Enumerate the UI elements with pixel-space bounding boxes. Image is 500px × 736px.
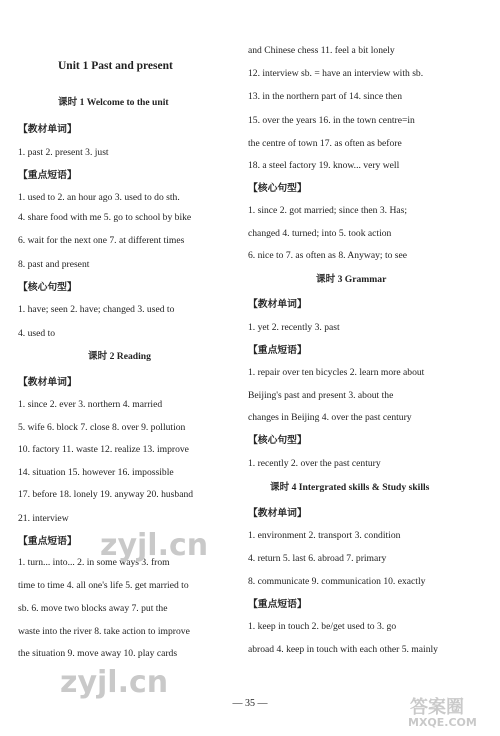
section-heading: 【核心句型】 <box>248 435 307 446</box>
lesson-heading: 课时 2 Reading <box>88 351 151 362</box>
answer-line: 1. have; seen 2. have; changed 3. used to <box>18 304 175 315</box>
answer-line: changed 4. turned; into 5. took action <box>248 228 392 239</box>
lesson-heading: 课时 3 Grammar <box>316 274 387 285</box>
section-heading: 【教材单词】 <box>18 377 77 388</box>
answer-line: waste into the river 8. take action to improve <box>18 626 190 637</box>
section-heading: 【重点短语】 <box>18 170 77 181</box>
lesson-heading: 课时 4 Intergrated skills & Study skills <box>270 482 430 493</box>
answer-line: 17. before 18. lonely 19. anyway 20. husband <box>18 489 194 500</box>
answer-line: 13. in the northern part of 14. since then <box>248 91 402 102</box>
answer-line: 1. past 2. present 3. just <box>18 147 109 158</box>
answer-line: the situation 9. move away 10. play cards <box>18 648 178 659</box>
answer-line: 1. used to 2. an hour ago 3. used to do sth. <box>18 192 180 203</box>
answer-line: 14. situation 15. however 16. impossible <box>18 467 174 478</box>
answer-line: 4. share food with me 5. go to school by bike <box>18 212 192 223</box>
answer-line: 12. interview sb. = have an interview with sb. <box>248 68 424 79</box>
answer-line: 1. keep in touch 2. be/get used to 3. go <box>248 621 397 632</box>
answer-line: time to time 4. all one's life 5. get married to <box>18 580 189 591</box>
watermark: zyjl.cn <box>60 665 169 700</box>
answer-line: 1. repair over ten bicycles 2. learn more about <box>248 367 425 378</box>
section-heading: 【教材单词】 <box>248 508 307 519</box>
answer-line: 1. since 2. got married; since then 3. Has; <box>248 205 408 216</box>
answer-line: 21. interview <box>18 513 69 524</box>
answer-line: 6. wait for the next one 7. at different times <box>18 235 185 246</box>
answer-line: 15. over the years 16. in the town centre=in <box>248 115 415 126</box>
answer-line: 18. a steel factory 19. know... very well <box>248 160 400 171</box>
page-number: — 35 — <box>232 698 268 709</box>
section-heading: 【核心句型】 <box>248 183 307 194</box>
answer-line: sb. 6. move two blocks away 7. put the <box>18 603 168 614</box>
answer-line: 4. used to <box>18 328 56 339</box>
watermark: zyjl.cn <box>100 528 209 563</box>
answer-line: Beijing's past and present 3. about the <box>248 390 394 401</box>
section-heading: 【重点短语】 <box>248 599 307 610</box>
section-heading: 【重点短语】 <box>248 345 307 356</box>
unit-title: Unit 1 Past and present <box>58 60 173 72</box>
answer-line: 5. wife 6. block 7. close 8. over 9. pollution <box>18 422 186 433</box>
answer-line: abroad 4. keep in touch with each other 5. mainly <box>248 644 438 655</box>
answer-line: and Chinese chess 11. feel a bit lonely <box>248 45 395 56</box>
answer-line: 6. nice to 7. as often as 8. Anyway; to see <box>248 250 408 261</box>
section-heading: 【教材单词】 <box>18 124 77 135</box>
watermark: MXQE.COM <box>408 716 477 729</box>
answer-line: the centre of town 17. as often as before <box>248 138 402 149</box>
answer-line: 10. factory 11. waste 12. realize 13. improve <box>18 444 189 455</box>
answer-line: 1. environment 2. transport 3. condition <box>248 530 401 541</box>
answer-line: 1. turn... into... 2. in some ways 3. from <box>18 557 170 568</box>
answer-line: 8. communicate 9. communication 10. exactly <box>248 576 426 587</box>
answer-line: 1. recently 2. over the past century <box>248 458 381 469</box>
watermark: 答案圈 <box>410 697 464 718</box>
section-heading: 【教材单词】 <box>248 299 307 310</box>
section-heading: 【核心句型】 <box>18 282 77 293</box>
section-heading: 【重点短语】 <box>18 536 77 547</box>
answer-line: changes in Beijing 4. over the past century <box>248 412 412 423</box>
answer-line: 1. yet 2. recently 3. past <box>248 322 340 333</box>
answer-line: 1. since 2. ever 3. northern 4. married <box>18 399 163 410</box>
answer-line: 8. past and present <box>18 259 90 270</box>
answer-line: 4. return 5. last 6. abroad 7. primary <box>248 553 387 564</box>
lesson-heading: 课时 1 Welcome to the unit <box>58 97 169 108</box>
